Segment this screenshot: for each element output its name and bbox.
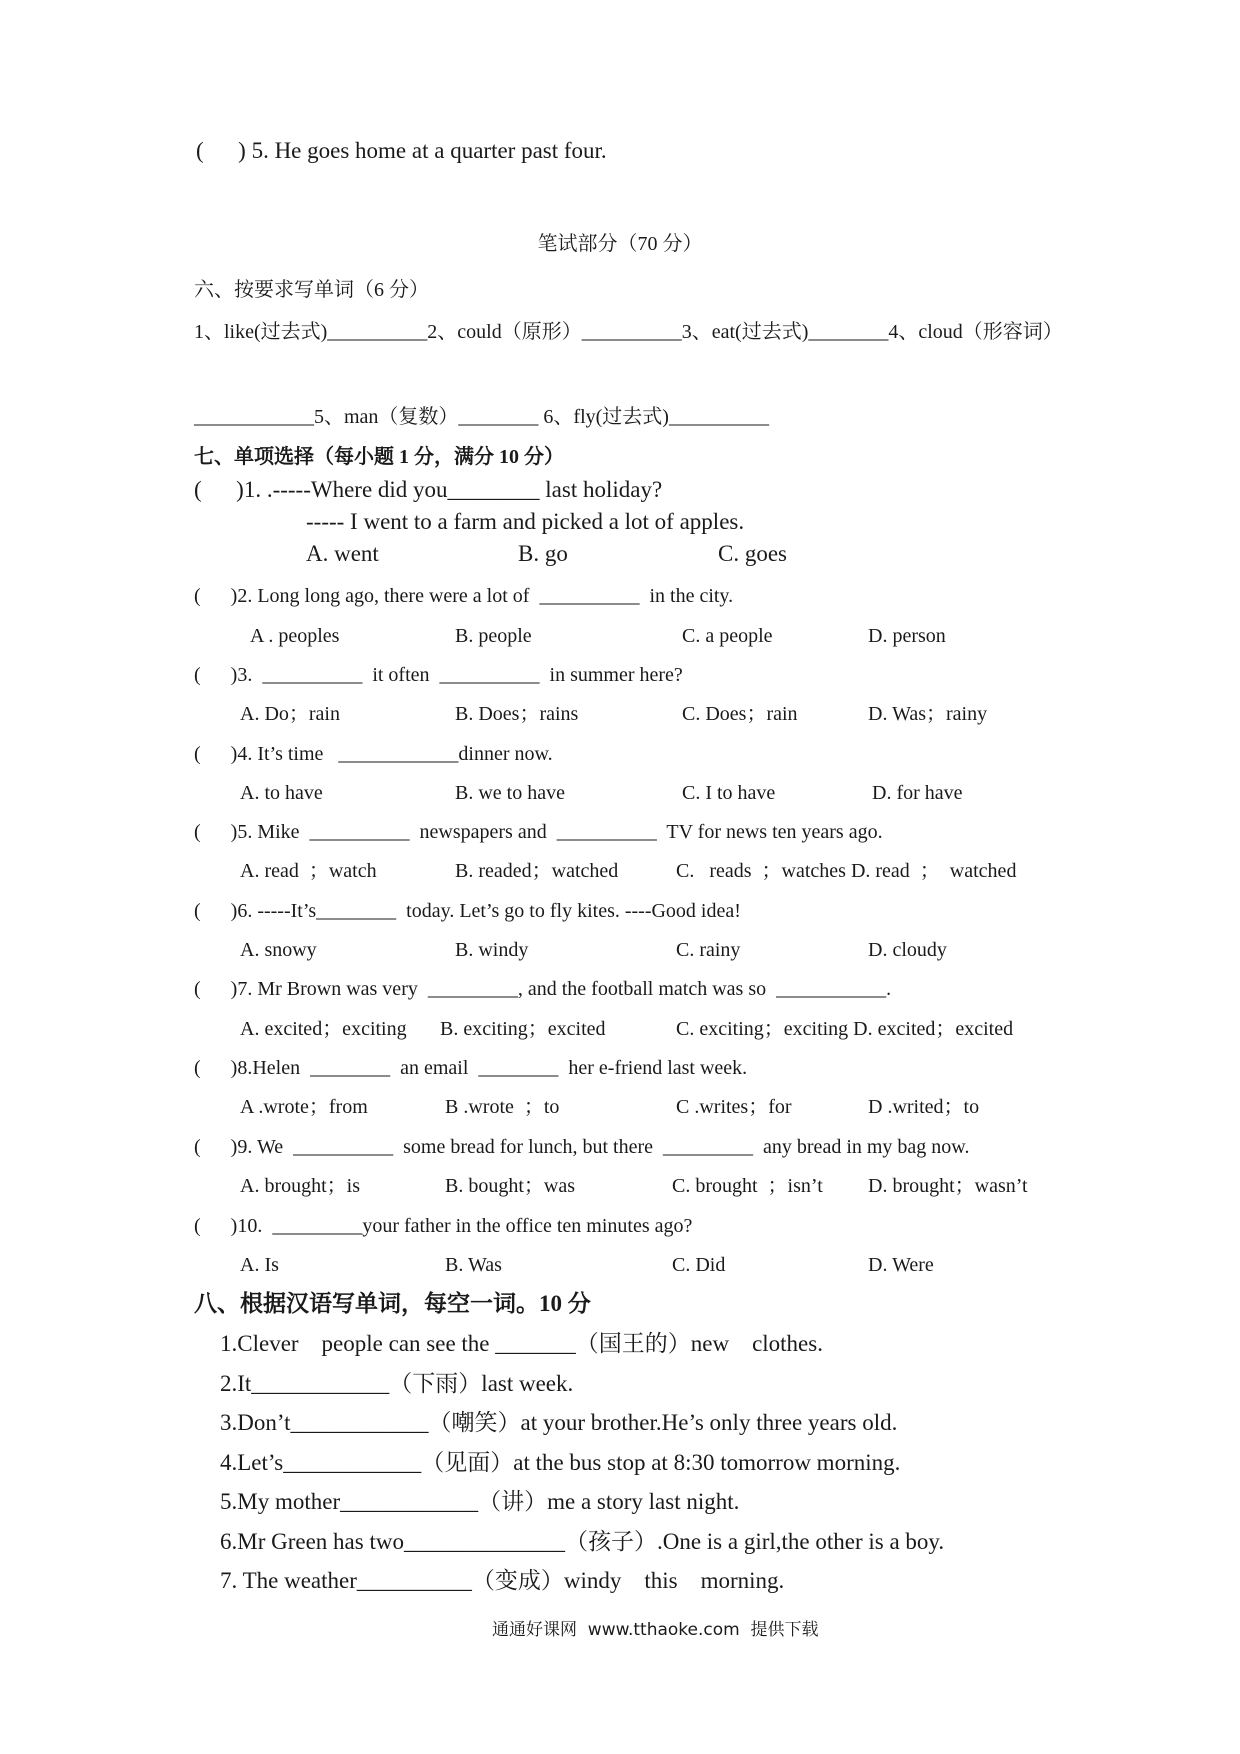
- top-question: ( ) 5. He goes home at a quarter past four.: [196, 138, 607, 163]
- s8-item-2: 2.It____________（下雨）last week.: [220, 1371, 574, 1396]
- q10-option-c: C. Did: [672, 1254, 726, 1276]
- q6-option-b: B. windy: [455, 939, 529, 961]
- q8-option-c: C .writes；for: [676, 1096, 792, 1118]
- q2-stem: ( )2. Long long ago, there were a lot of __________ in the city.: [194, 585, 734, 607]
- q8-option-a: A .wrote；from: [240, 1096, 368, 1118]
- q6-stem: ( )6. -----It’s________ today. Let’s go to fly kites. ----Good idea!: [194, 900, 741, 922]
- q4-option-b: B. we to have: [455, 782, 565, 804]
- q4-option-c: C. I to have: [682, 782, 776, 804]
- s8-item-4: 4.Let’s____________（见面）at the bus stop at 8:30 tomorrow morning.: [220, 1450, 901, 1475]
- q1-option-c: C. goes: [718, 541, 787, 566]
- q5-stem: ( )5. Mike __________ newspapers and __________ TV for news ten years ago.: [194, 821, 883, 843]
- q3-option-a: A. Do；rain: [240, 703, 340, 725]
- section6-title: 六、按要求写单词（6 分）: [194, 279, 429, 301]
- q4-option-a: A. to have: [240, 782, 323, 804]
- q8-stem: ( )8.Helen ________ an email ________ her e-friend last week.: [194, 1057, 748, 1079]
- q6-option-a: A. snowy: [240, 939, 317, 961]
- q3-option-d: D. Was；rainy: [868, 703, 988, 725]
- q10-option-a: A. Is: [240, 1254, 279, 1276]
- q10-stem: ( )10. _________your father in the office ten minutes ago?: [194, 1215, 693, 1237]
- s8-item-3: 3.Don’t____________（嘲笑）at your brother.He’s only three years old.: [220, 1410, 898, 1435]
- q9-stem: ( )9. We __________ some bread for lunch, but there _________ any bread in my bag now.: [194, 1136, 970, 1158]
- section7-title: 七、单项选择（每小题 1 分，满分 10 分）: [194, 446, 564, 468]
- q9-option-c: C. brought ；isn’t: [672, 1175, 823, 1197]
- q4-option-d: D. for have: [872, 782, 963, 804]
- s8-item-7: 7. The weather__________（变成）windy this morning.: [220, 1568, 785, 1593]
- q1-stem: ( )1. .-----Where did you________ last holiday?: [194, 477, 663, 502]
- q5-option-a: A. read ；watch: [240, 860, 377, 882]
- q3-option-c: C. Does；rain: [682, 703, 798, 725]
- q6-option-c: C. rainy: [676, 939, 741, 961]
- q8-option-d: D .writed；to: [868, 1096, 980, 1118]
- section8-title: 八、根据汉语写单词，每空一词。10 分: [194, 1291, 591, 1316]
- q8-option-b: B .wrote ；to: [445, 1096, 560, 1118]
- q7-stem: ( )7. Mr Brown was very _________, and the football match was so ___________.: [194, 978, 892, 1000]
- s8-item-1: 1.Clever people can see the _______（国王的）new clothes.: [220, 1331, 823, 1356]
- s8-item-6: 6.Mr Green has two______________（孩子）.One is a girl,the other is a boy.: [220, 1529, 945, 1554]
- q9-option-d: D. brought；wasn’t: [868, 1175, 1028, 1197]
- q2-option-c: C. a people: [682, 625, 773, 647]
- s8-item-5: 5.My mother____________（讲）me a story last night.: [220, 1489, 740, 1514]
- q7-option-b: B. exciting；excited: [440, 1018, 606, 1040]
- q7-option-a: A. excited；exciting: [240, 1018, 407, 1040]
- q2-option-a: A . peoples: [250, 625, 340, 647]
- q4-stem: ( )4. It’s time ____________dinner now.: [194, 743, 553, 765]
- section6-line1: 1、like(过去式)__________2、could（原形）__________3、eat(过去式)________4、cloud（形容词）: [194, 321, 1063, 343]
- q9-option-a: A. brought；is: [240, 1175, 360, 1197]
- q5-option-c: C. reads ；watches D. read ； watched: [676, 860, 1017, 882]
- q10-options: [0, 1251, 1240, 1391]
- q7-option-c: C. exciting；exciting D. excited；excited: [676, 1018, 1014, 1040]
- section6-line2: ____________5、man（复数）________ 6、fly(过去式)__________: [194, 406, 769, 428]
- q1-option-b: B. go: [518, 541, 568, 566]
- q2-option-d: D. person: [868, 625, 946, 647]
- q2-option-b: B. people: [455, 625, 532, 647]
- q6-option-d: D. cloudy: [868, 939, 947, 961]
- written-section-heading: 笔试部分（70 分）: [537, 233, 703, 255]
- q9-option-b: B. bought；was: [445, 1175, 575, 1197]
- q5-option-b: B. readed；watched: [455, 860, 619, 882]
- q10-option-d: D. Were: [868, 1254, 934, 1276]
- q1-stem2: ----- I went to a farm and picked a lot of apples.: [306, 509, 745, 534]
- page-footer: 通通好课网 www.tthaoke.com 提供下载: [492, 1620, 819, 1640]
- q10-option-b: B. Was: [445, 1254, 502, 1276]
- q1-option-a: A. went: [306, 541, 379, 566]
- q3-option-b: B. Does；rains: [455, 703, 579, 725]
- q3-stem: ( )3. __________ it often __________ in summer here?: [194, 664, 683, 686]
